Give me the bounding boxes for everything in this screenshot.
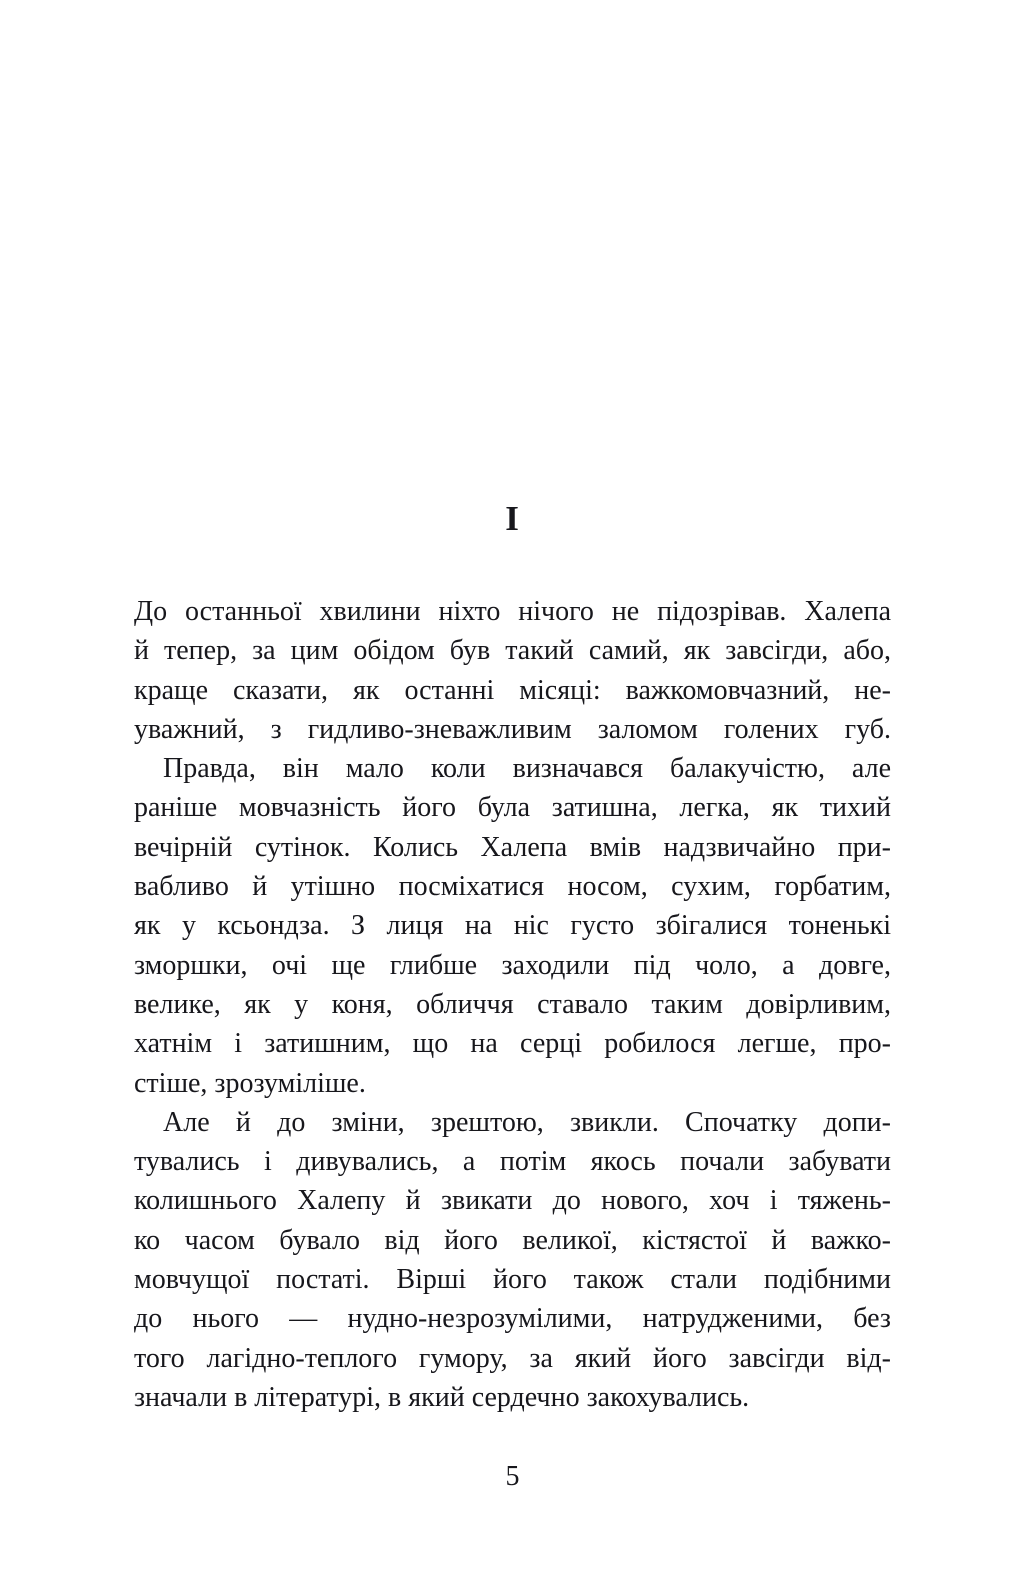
text-line: колишнього Халепу й звикати до нового, хоч і тяжень- <box>134 1185 891 1217</box>
text-line: Але й до зміни, зрештою, звикли. Спочатку допи- <box>163 1106 891 1138</box>
paragraph <box>134 1103 891 1417</box>
text-line: тувались і дивувались, а потім якось почали забувати <box>134 1146 891 1178</box>
text-line: вабливо й утішно посміхатися носом, сухим, горбатим, <box>134 871 891 903</box>
text-block <box>134 499 891 1417</box>
text-line: ко часом бувало від його великої, кістястої й важко- <box>134 1224 891 1256</box>
chapter-heading: I <box>505 499 520 538</box>
text-line: вечірній сутінок. Колись Халепа вмів надзвичайно при- <box>134 831 891 863</box>
text-line: уважний, з гидливо-зневажливим заломом голених губ. <box>134 713 891 745</box>
text-line: хатнім і затишним, що на серці робилося легше, про- <box>134 1028 891 1060</box>
text-line: Правда, він мало коли визначався балакучістю, але <box>163 753 891 785</box>
page-number: 5 <box>505 1461 520 1492</box>
paragraph <box>134 592 891 749</box>
text-line: значали в літературі, в який сердечно закохувались. <box>134 1381 750 1413</box>
body-text <box>134 592 891 1417</box>
text-line: раніше мовчазність його була затишна, легка, як тихий <box>134 792 891 824</box>
paragraph <box>134 749 891 1103</box>
text-line: зморшки, очі ще глибше заходили під чоло, а довге, <box>134 949 891 981</box>
text-line: краще сказати, як останні місяці: важкомовчазний, не- <box>134 674 891 706</box>
text-line: того лагідно-теплого гумору, за який його завсігди від- <box>134 1342 891 1374</box>
text-line: як у ксьондза. З лиця на ніс густо збігалися тоненькі <box>134 910 891 942</box>
text-line: до нього — нудно-незрозумілими, натрудженими, без <box>134 1303 891 1335</box>
text-line: стіше, зрозуміліше. <box>134 1067 366 1099</box>
text-line: й тепер, за цим обідом був такий самий, як завсігди, або, <box>134 635 891 667</box>
text-line: До останньої хвилини ніхто нічого не підозрівав. Халепа <box>134 596 891 627</box>
text-line: велике, як у коня, обличчя ставало таким довірливим, <box>134 988 891 1020</box>
text-line: мовчущої постаті. Вірші його також стали подібними <box>134 1264 891 1296</box>
